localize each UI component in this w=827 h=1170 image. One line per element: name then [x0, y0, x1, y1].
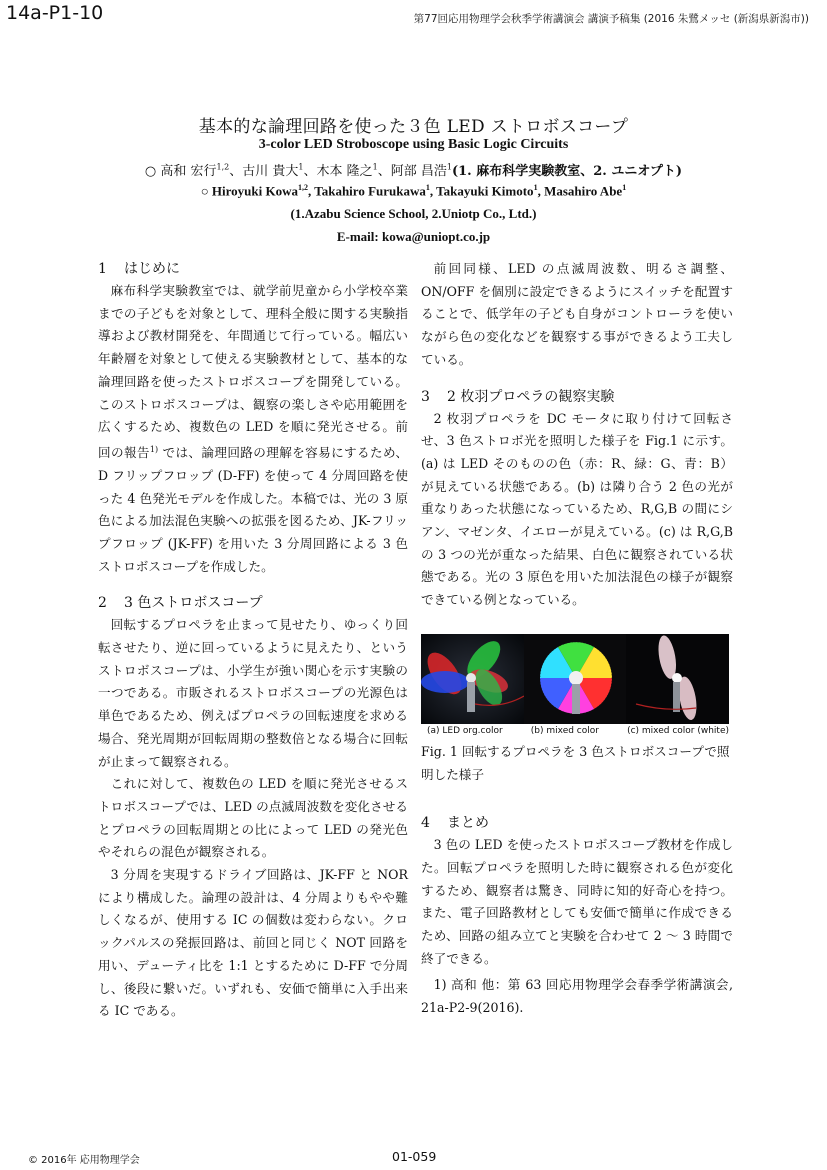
author-name: , Takahiro Furukawa: [307, 183, 426, 199]
left-column: [98, 258, 408, 1023]
authors-english: [0, 183, 827, 199]
section-heading: [421, 812, 733, 834]
paragraph: 3 分周を実現するドライブ回路は、JK-FF と NOR により構成した。論理の設計は、4 分周よりもやや難しくなるが、使用する IC の個数は変わらない。クロックパルスの発振回路は、前回と同じく NOT 回路を用い、デューティ比を 1:1 とするために D-FF で分周し、後段に繋いだ。いずれも、安価で簡単に入手出来る IC である。: [98, 867, 408, 1019]
paragraph: 前回同様、LED の点滅周波数、明るさ調整、ON/OFF を個別に設定できるようにスイッチを配置することで、低学年の子ども自身がコントローラを使いながら色の変化などを観察する事ができるよう工夫している。: [421, 261, 733, 367]
author-affil-sup: 1: [372, 162, 378, 172]
paragraph: 3 色の LED を使ったストロボスコープ教材を作成した。回転プロペラを照明した時に観察される色が変化するため、観察者は驚き、同時に知的好奇心を持つ。また、電子回路教材としても安価で簡単に作成できるため、回路の組み立てと実験を合わせて 2 ～ 3 時間で終了できる。: [421, 837, 733, 966]
section-number: 1: [98, 261, 107, 277]
author-affil-sup: 1: [425, 183, 430, 192]
title-japanese: 基本的な論理回路を使った３色 LED ストロボスコープ: [198, 117, 629, 137]
page-number: 01-059: [392, 1149, 437, 1164]
paragraph: [98, 280, 408, 578]
section-heading: [98, 592, 408, 614]
paragraph-text: では、論理回路の理解を容易にするため、D フリップフロップ (D-FF) を使って 4 分周回路を使った 4 色発光モデルを作成した。本稿では、光の 3 原色による加法混色実験への拡張を図るため、JK-フリップフロップ (JK-FF) を用いた 3 分周回路による 3 色ストロボスコープを作成した。: [98, 445, 408, 574]
author-name: Hiroyuki Kowa: [211, 183, 298, 199]
author-affil-sup: 1: [298, 162, 304, 172]
author-name: , Takayuki Kimoto: [429, 183, 534, 199]
section-title: はじめに: [124, 261, 180, 277]
author-affil-sup: 1,2: [297, 183, 308, 192]
right-column: [421, 258, 733, 1020]
citation-ref: 1): [149, 444, 159, 454]
photo-led-original-color: [421, 634, 524, 724]
section-title: まとめ: [447, 815, 489, 832]
section-title: 3 色ストロボスコープ: [124, 595, 263, 612]
authors-japanese: [0, 160, 827, 179]
title-english: 3-color LED Stroboscope using Basic Logic Circuits: [258, 137, 569, 152]
figure-subcaptions: [421, 725, 729, 737]
paragraph: 2 枚羽プロペラを DC モータに取り付けて回転させ、3 色ストロボ光を照明した様子を Fig.1 に示す。(a) は LED そのものの色（赤：R、緑：G、青：B）が見えている状態である。(b) は隣り合う 2 色の光が重なりあった状態になっているため、R,G,B の間にシアン、マゼンタ、イエローが見えている。(c) は R,G,B の 3 つの光が重なった結果、白色に観察されている状態である。光の 3 原色を用いた加法混色の様子が観察できている例となっている。: [421, 410, 733, 608]
presenter-mark: ○: [144, 164, 157, 179]
author-name: 、木本 隆之: [303, 164, 373, 179]
photo-mixed-color: [524, 634, 627, 724]
section-number: 4: [421, 815, 430, 832]
author-affil-sup: 1: [533, 183, 538, 192]
paper-id: 14a-P1-10: [6, 2, 104, 24]
section-title: 2 枚羽プロペラの観察実験: [447, 388, 615, 405]
paragraph: これに対して、複数色の LED を順に発光させるストロボスコープでは、LED の点滅周波数を変化させるとプロペラの回転周期との比によって LED の発光色やそれらの混色が観察される。: [98, 776, 408, 860]
figure-1: [421, 634, 733, 786]
subcaption-c: (c) mixed color (white): [627, 725, 729, 736]
copyright: © 2016年 応用物理学会: [28, 1155, 140, 1166]
paragraph-text: 麻布科学実験教室では、就学前児童から小学校卒業までの子どもを対象として、理科全般に関する実験指導および教材開発を、年間通じて行っている。幅広い年齢層を対象として使える実験教材として、基本的な論理回路を使ったストロボスコープを開発している。このストロボスコープは、観察の楽しさや応用範囲を広くするため、複数色の LED を順に発光させる。前回の報告: [98, 283, 408, 461]
subcaption-b: (b) mixed color: [530, 725, 599, 736]
author-affil-sup: 1,2: [216, 162, 230, 172]
subcaption-a: (a) LED org.color: [427, 725, 503, 736]
figure-caption: Fig. 1 回転するプロペラを 3 色ストロボスコープで照明した様子: [421, 743, 730, 782]
affiliation-english: (1.Azabu Science School, 2.Uniotp Co., Ltd.): [290, 206, 537, 221]
paragraph: 回転するプロペラを止まって見せたり、ゆっくり回転させたり、逆に回っているように見えたり、というストロボスコープは、小学生が強い関心を示す実験の一つである。市販されるストロボスコープの光源色は単色であるため、例えばプロペラの回転速度を求める場合、発光周期が回転周期の整数倍となる場合に回転が止まって観察される。: [98, 617, 408, 769]
author-affil-sup: 1: [622, 183, 627, 192]
author-name: 、阿部 昌浩: [377, 164, 447, 179]
photo-mixed-color-white: [626, 634, 729, 724]
email-address: E-mail: kowa@uniopt.co.jp: [336, 229, 491, 244]
author-affil-sup: 1: [446, 162, 452, 172]
conference-name: 第77回応用物理学会秋季学術講演会 講演予稿集 (2016 朱鷺メッセ (新潟県新潟市)): [413, 13, 809, 25]
section-heading: [421, 386, 733, 408]
section-heading: [98, 258, 408, 280]
section-number: 3: [421, 388, 430, 405]
figure-photos: [421, 634, 729, 724]
presenter-mark: ○: [200, 183, 209, 199]
author-name: , Masahiro Abe: [537, 183, 623, 199]
affiliation-japanese: (1. 麻布科学実験教室、2. ユニオプト): [451, 164, 683, 179]
author-name: 、古川 貴大: [229, 164, 299, 179]
section-number: 2: [98, 595, 107, 612]
author-name: 高和 宏行: [160, 164, 217, 179]
reference-item: 1) 高和 他：第 63 回応用物理学会春季学術講演会, 21a-P2-9(2016).: [421, 977, 733, 1016]
